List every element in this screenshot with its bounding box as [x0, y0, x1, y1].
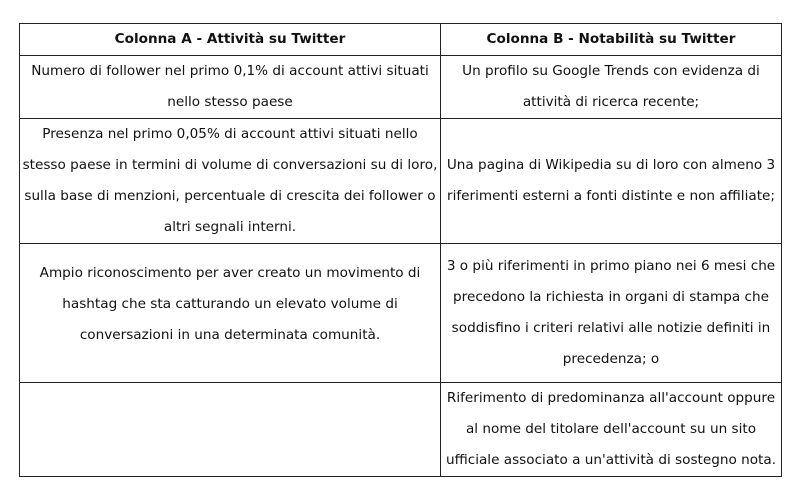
header-col-b: Colonna B - Notabilità su Twitter — [441, 24, 782, 56]
table-row — [20, 244, 782, 383]
table-cell-col-b: 3 o più riferimenti in primo piano nei 6 mesi che precedono la richiesta in organi di stampa che soddisfino i criteri relativi alle notizie definiti in precedenza; o — [441, 244, 782, 383]
table-cell-col-a: Ampio riconoscimento per aver creato un movimento di hashtag che sta catturando un elevato volume di conversazioni in una determinata comunità. — [20, 244, 441, 383]
header-col-a: Colonna A - Attività su Twitter — [20, 24, 441, 56]
table-row — [20, 119, 782, 244]
table-cell-col-a-empty — [20, 383, 441, 477]
table-cell-col-a: Numero di follower nel primo 0,1% di account attivi situati nello stesso paese — [20, 56, 441, 119]
table-cell-col-b: Un profilo su Google Trends con evidenza di attività di ricerca recente; — [441, 56, 782, 119]
header-row — [20, 24, 782, 56]
criteria-table — [19, 23, 782, 477]
table-row — [20, 383, 782, 477]
table-cell-col-a: Presenza nel primo 0,05% di account attivi situati nello stesso paese in termini di volume di conversazioni su di loro, sulla base di menzioni, percentuale di crescita dei follower o altri segnali interni. — [20, 119, 441, 244]
table-cell-col-b: Riferimento di predominanza all'account oppure al nome del titolare dell'account su un sito ufficiale associato a un'attività di sostegno nota. — [441, 383, 782, 477]
table-cell-col-b: Una pagina di Wikipedia su di loro con almeno 3 riferimenti esterni a fonti distinte e non affiliate; — [441, 119, 782, 244]
table-row — [20, 56, 782, 119]
